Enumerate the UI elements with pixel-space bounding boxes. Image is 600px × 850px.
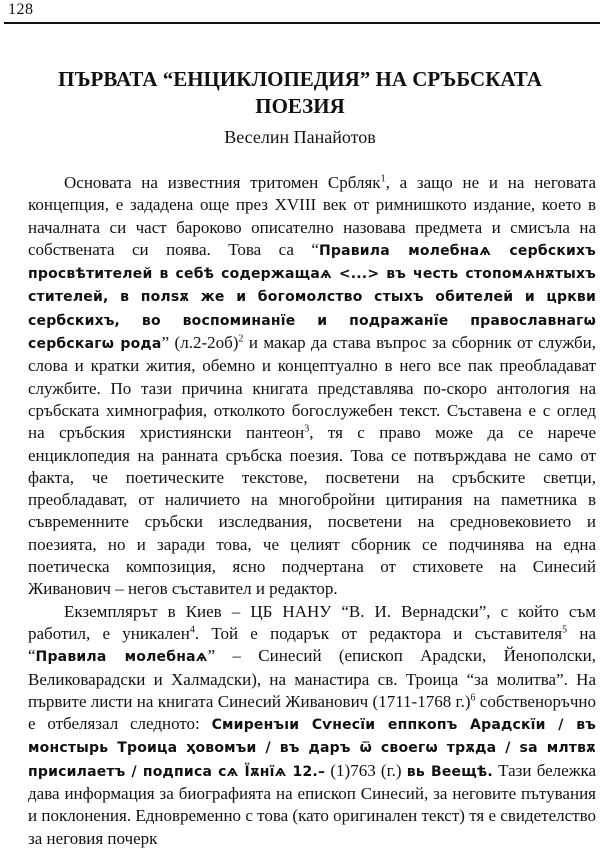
article-author: Веселин Панайотов (224, 127, 376, 147)
footnote-ref-6: 6 (470, 692, 476, 704)
paragraph-2 (28, 601, 596, 850)
church-slavonic-inscription: Смиренъıи Сѵнесїи еппкопъ Арадскїи / въ монстырь Троица ҳовомъи / въ даръ ѿ своегѡ трѫда / ѕа млтвѫ присилаетъ / подписа сѧ Їѫнїѧ 12.– (28, 717, 596, 780)
church-slavonic-title: Правила молебнаѧ (35, 649, 208, 666)
footnote-ref-5: 5 (562, 624, 568, 636)
article-body (28, 172, 596, 850)
p2-text-3: на “ (28, 623, 596, 666)
p2-text-2: . Той е подарък от редактора и съставителя (194, 623, 563, 643)
church-slavonic-place: вь Веещѣ. (406, 763, 493, 780)
page-number: 128 (8, 1, 34, 18)
footnote-ref-1: 1 (380, 173, 386, 185)
paragraph-1 (28, 172, 596, 601)
footnote-ref-2: 2 (238, 333, 244, 345)
p2-text-6: (1)763 (г.) (325, 760, 407, 780)
footnote-ref-4: 4 (189, 624, 195, 636)
p2-text-4: ” – Синесий (епископ Арадски, Йенополски, Великоварадски и Халмадски), на манастира св. Троица “за молитва”. На първите листи на книгата Синесий Живанович (1711-1768 г.) (28, 646, 596, 711)
article-title: ПЪРВАТА “ЕНЦИКЛОПЕДИЯ” НА СРЪБСКАТА ПОЕЗИЯ (58, 67, 542, 118)
p1-text-4: и макар да става въпрос за сборник от служби, слова и кратки жития, обемно и концептуално в него все пак преобладават службите. По тази причина книгата представлява по-скоро антология на сръбската химнография, отколкото богослужебен текст. Съставена е с оглед на сръбския християнски пантеон (28, 333, 596, 443)
footnote-ref-3: 3 (304, 423, 310, 435)
p1-text-1: Основата на известния тритомен Србляк (64, 173, 381, 192)
p2-text-5: собственоръчно е отбелязал следното: (28, 691, 596, 734)
header-rule (4, 22, 600, 24)
p2-text-1: Екземплярът в Киев – ЦБ НАНУ “В. И. Вернадски”, с който съм работил, е уникален (28, 601, 596, 643)
p1-text-2: , а защо не и на неговата концепция, е зададена още през XVIII век от римнишкото издание, което в началната си част бароково описателно назовава предмета и смисъла на собствената си поява. Това са “ (28, 173, 596, 259)
p2-text-7: Тази бележка дава информация за биографията на епископ Синесий, за неговите пътувания и поклонения. Едновременно с това (като оригинален текст) тя е свидетелство за неговия почерк (28, 760, 596, 848)
p1-text-3: ” (л.2-2об) (161, 333, 239, 353)
church-slavonic-quote-1: Правила молебнаѧ сербскихъ просвѣтителей в себѣ содержащаѧ <...> въ честь стопомѧнѫтыхъ стителей, в полѕѫ же и богомолство стыхъ обителей и цркви сербскихъ, во воспоминанїе и подражанїе православнагѡ сербскагѡ рода (28, 242, 596, 353)
p1-text-5: , тя с право може да се нарече енциклопедия на ранната сръбска поезия. Това се потвърждава не само от факта, че поетическите текстове, посветени на сръбските светци, преобладават, от наличието на многобройни цитирания на паметника в съвременните сръбски изследвания, посветени на средновековието и поезията, но и заради това, че целият сборник се подчинява на една поетическа композиция, ясно подчертана от стиховете на Синесий Живанович – негов съставител и редактор. (28, 423, 596, 599)
